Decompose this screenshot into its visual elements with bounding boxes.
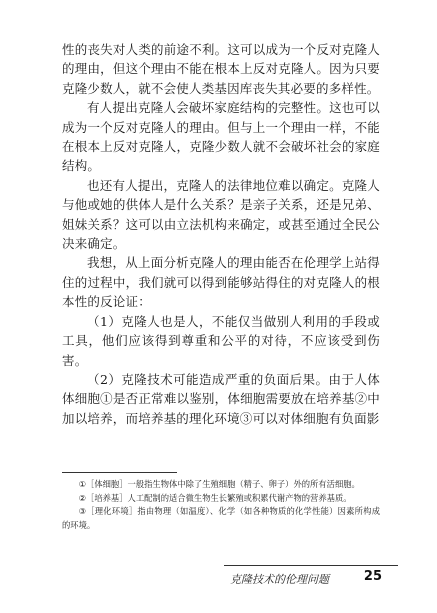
footnote-physicochemical-environment: ③［理化环境］指由物理（如温度）、化学（如各种物质的化学性能）因素所构成的环境。	[62, 506, 380, 530]
page-footer	[224, 565, 398, 588]
footnotes	[62, 478, 380, 532]
paragraph-point-2: （2）克隆技术可能造成严重的负面后果。由于人体体细胞①是否正常难以鉴别，体细胞需要放在培养基②中加以培养，而培养基的理化环境③可以对体细胞有负面影	[62, 371, 380, 426]
page-number: 25	[363, 569, 382, 584]
paragraph-family-structure: 有人提出克隆人会破坏家庭结构的完整性。这也可以成为一个反对克隆人的理由。但与上一个理由一样，不能在根本上反对克隆人，克隆少数人就不会破坏社会的家庭结构。	[62, 100, 380, 174]
paragraph-counter-argument-intro: 我想，从上面分析克隆人的理由能否在伦理学上站得住的过程中，我们就可以得到能够站得住的对克隆人的根本性的反论证：	[62, 255, 380, 310]
running-footer-title: 克隆技术的伦理问题	[230, 573, 329, 586]
body-text	[62, 40, 380, 428]
footnote-somatic-cell: ①［体细胞］一般指生物体中除了生殖细胞（精子、卵子）外的所有活细胞。	[78, 479, 360, 489]
paragraph-point-1: （1）克隆人也是人，不能仅当做别人利用的手段或工具，他们应该得到尊重和公平的对待，不应该受到伤害。	[62, 313, 380, 368]
footnote-culture-medium: ②［培养基］人工配制的适合微生物生长繁殖或积累代谢产物的营养基质。	[78, 492, 352, 503]
paragraph-legal-status: 也还有人提出，克隆人的法律地位难以确定。克隆人与他或她的供体人是什么关系？是亲子关系，还是兄弟、姐妹关系？这可以由立法机构来确定，或甚至通过全民公决来确定。	[62, 177, 380, 252]
paragraph-continued: 性的丧失对人类的前途不利。这可以成为一个反对克隆人的理由，但这个理由不能在根本上反对克隆人。因为只要克隆少数人，就不会使人类基因库丧失其必要的多样性。	[62, 42, 380, 96]
footnote-divider	[62, 472, 177, 473]
